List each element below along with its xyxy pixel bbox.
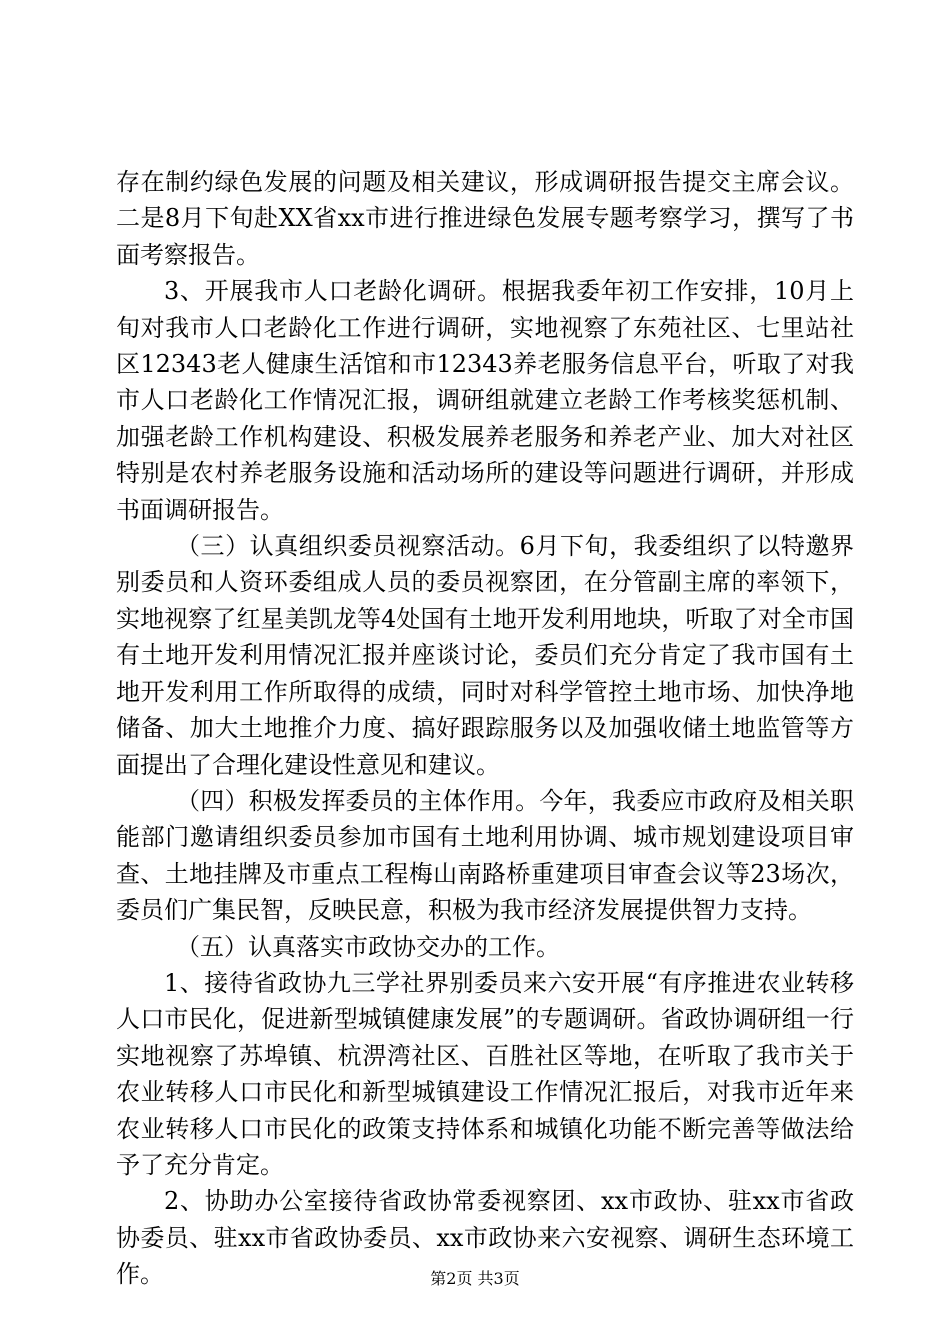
paragraph-item-one: 1、接待省政协九三学社界别委员来六安开展“有序推进农业转移人口市民化，促进新型城镇健康发展”的专题调研。省政协调研组一行实地视察了苏埠镇、杭淠湾社区、百胜社区等地，在听取了我市关于农业转移人口市民化和新型城镇建设工作情况汇报后，对我市近年来农业转移人口市民化的政策支持体系和城镇化功能不断完善等做法给予了充分肯定。	[116, 968, 854, 1179]
paragraph-aging-research: 3、开展我市人口老龄化调研。根据我委年初工作安排，10月上旬对我市人口老龄化工作进行调研，实地视察了东苑社区、七里站社区12343老人健康生活馆和市12343养老服务信息平台，听取了对我市人口老龄化工作情况汇报，调研组就建立老龄工作考核奖惩机制、加强老龄工作机构建设、积极发展养老服务和养老产业、加大对社区特别是农村养老服务设施和活动场所的建设等问题进行调研，并形成书面调研报告。	[116, 277, 854, 524]
document-body	[116, 164, 854, 1293]
paragraph-continued: 存在制约绿色发展的问题及相关建议，形成调研报告提交主席会议。二是8月下旬赴XX省xx市进行推进绿色发展专题考察学习，撰写了书面考察报告。	[116, 168, 854, 269]
paragraph-section-three: （三）认真组织委员视察活动。6月下旬，我委组织了以特邀界别委员和人资环委组成人员的委员视察团，在分管副主席的率领下，实地视察了红星美凯龙等4处国有土地开发利用地块，听取了对全市国有土地开发利用情况汇报并座谈讨论，委员们充分肯定了我市国有土地开发利用工作所取得的成绩，同时对科学管控土地市场、加快净地储备、加大土地推介力度、搞好跟踪服务以及加强收储土地监管等方面提出了合理化建设性意见和建议。	[116, 532, 854, 779]
paragraph-item-two: 2、协助办公室接待省政协常委视察团、xx市政协、驻xx市省政协委员、驻xx市省政协委员、xx市政协来六安视察、调研生态环境工作。	[116, 1187, 854, 1289]
paragraph-section-five: （五）认真落实市政协交办的工作。	[176, 932, 560, 961]
page-footer: 第2页 共3页	[430, 1269, 520, 1288]
paragraph-section-four: （四）积极发挥委员的主体作用。今年，我委应市政府及相关职能部门邀请组织委员参加市国有土地利用协调、城市规划建设项目审查、土地挂牌及市重点工程梅山南路桥重建项目审查会议等23场次，委员们广集民智，反映民意，积极为我市经济发展提供智力支持。	[116, 786, 854, 925]
